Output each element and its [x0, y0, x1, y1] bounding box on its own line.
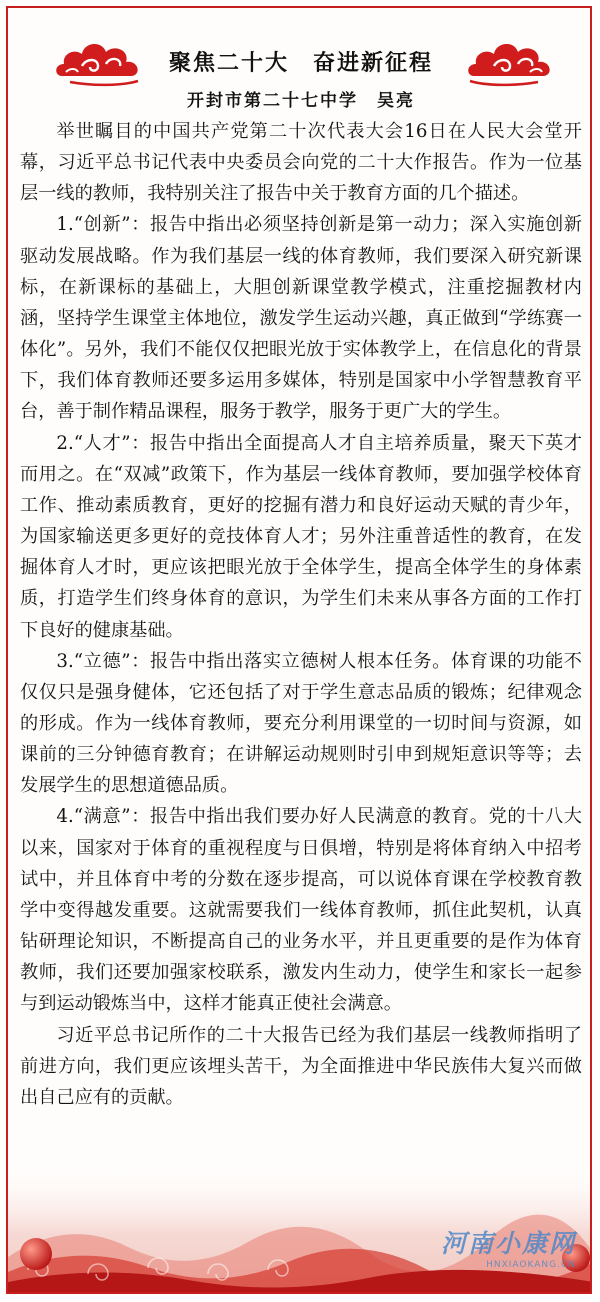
paragraph-innovation: 1.“创新”：报告中指出必须坚持创新是第一动力；深入实施创新驱动发展战略。作为我们基层一线的体育教师，我们要深入研究新课标，在新课标的基础上，大胆创新课堂教学模式，注重挖掘教材内涵，坚持学生课堂主体地位，激发学生运动兴趣，真正做到“学练赛一体化”。另外，我们不能仅仅把眼光放于实体教学上，在信息化的背景下，我们体育教师还要多运用多媒体，特别是国家中小学智慧教育平台，善于制作精品课程，服务于教学，服务于更广大的学生。: [20, 214, 582, 423]
article-byline: 开封市第二十七中学 吴亮: [187, 91, 415, 111]
site-watermark: [441, 1224, 576, 1270]
paragraph-talent: 2.“人才”：报告中指出全面提高人才自主培养质量，聚天下英才而用之。在“双减”政策下，作为基层一线体育教师，要加强学校体育工作、推动素质教育，更好的挖掘有潜力和良好运动天赋的青少年，为国家输送更多更好的竞技体育人才；另外注重普适性的教育，在发掘体育人才时，更应该把眼光放于全体学生，提高全体学生的身体素质，打造学生们终身体育的意识，为学生们未来从事各方面的工作打下良好的健康基础。: [20, 432, 582, 641]
watermark-logo-text: 河南小康网: [440, 1229, 576, 1258]
paragraph-morality: 3.“立德”：报告中指出落实立德树人根本任务。体育课的功能不仅仅只是强身健体，它还包括了对于学生意志品质的锻炼；纪律观念的形成。作为一线体育教师，要充分利用课堂的一切时间与资源，如课前的三分钟德育教育；在讲解运动规则时引申到规矩意识等等；去发展学生的思想道德品质。: [20, 650, 582, 797]
page-frame: [6, 6, 592, 1294]
paragraph-conclusion: 习近平总书记所作的二十大报告已经为我们基层一线教师指明了前进方向，我们更应该埋头苦干，为全面推进中华民族伟大复兴而做出自己应有的贡献。: [20, 1024, 582, 1108]
article-title: 聚焦二十大 奋进新征程: [168, 50, 433, 76]
paragraph-intro: 举世瞩目的中国共产党第二十次代表大会16日在人民大会堂开幕，习近平总书记代表中央委员会向党的二十大作报告。作为一位基层一线的教师，我特别关注了报告中关于教育方面的几个描述。: [20, 121, 582, 205]
paragraph-satisfaction: 4.“满意”：报告中指出我们要办好人民满意的教育。党的十八大以来，国家对于体育的重视程度与日俱增，特别是将体育纳入中招考试中，并且体育中考的分数在逐步提高，可以说体育课在学校教育教学中变得越发重要。这就需要我们一线体育教师，抓住此契机，认真钻研理论知识，不断提高自己的业务水平，并且更重要的是作为体育教师，我们还要加强家校联系，激发内生动力，使学生和家长一起参与到运动锻炼当中，这样才能真正使社会满意。: [20, 806, 582, 1015]
article-body: [20, 116, 582, 1113]
watermark-domain-text: HNXIAOKANG.CN: [486, 1260, 576, 1270]
